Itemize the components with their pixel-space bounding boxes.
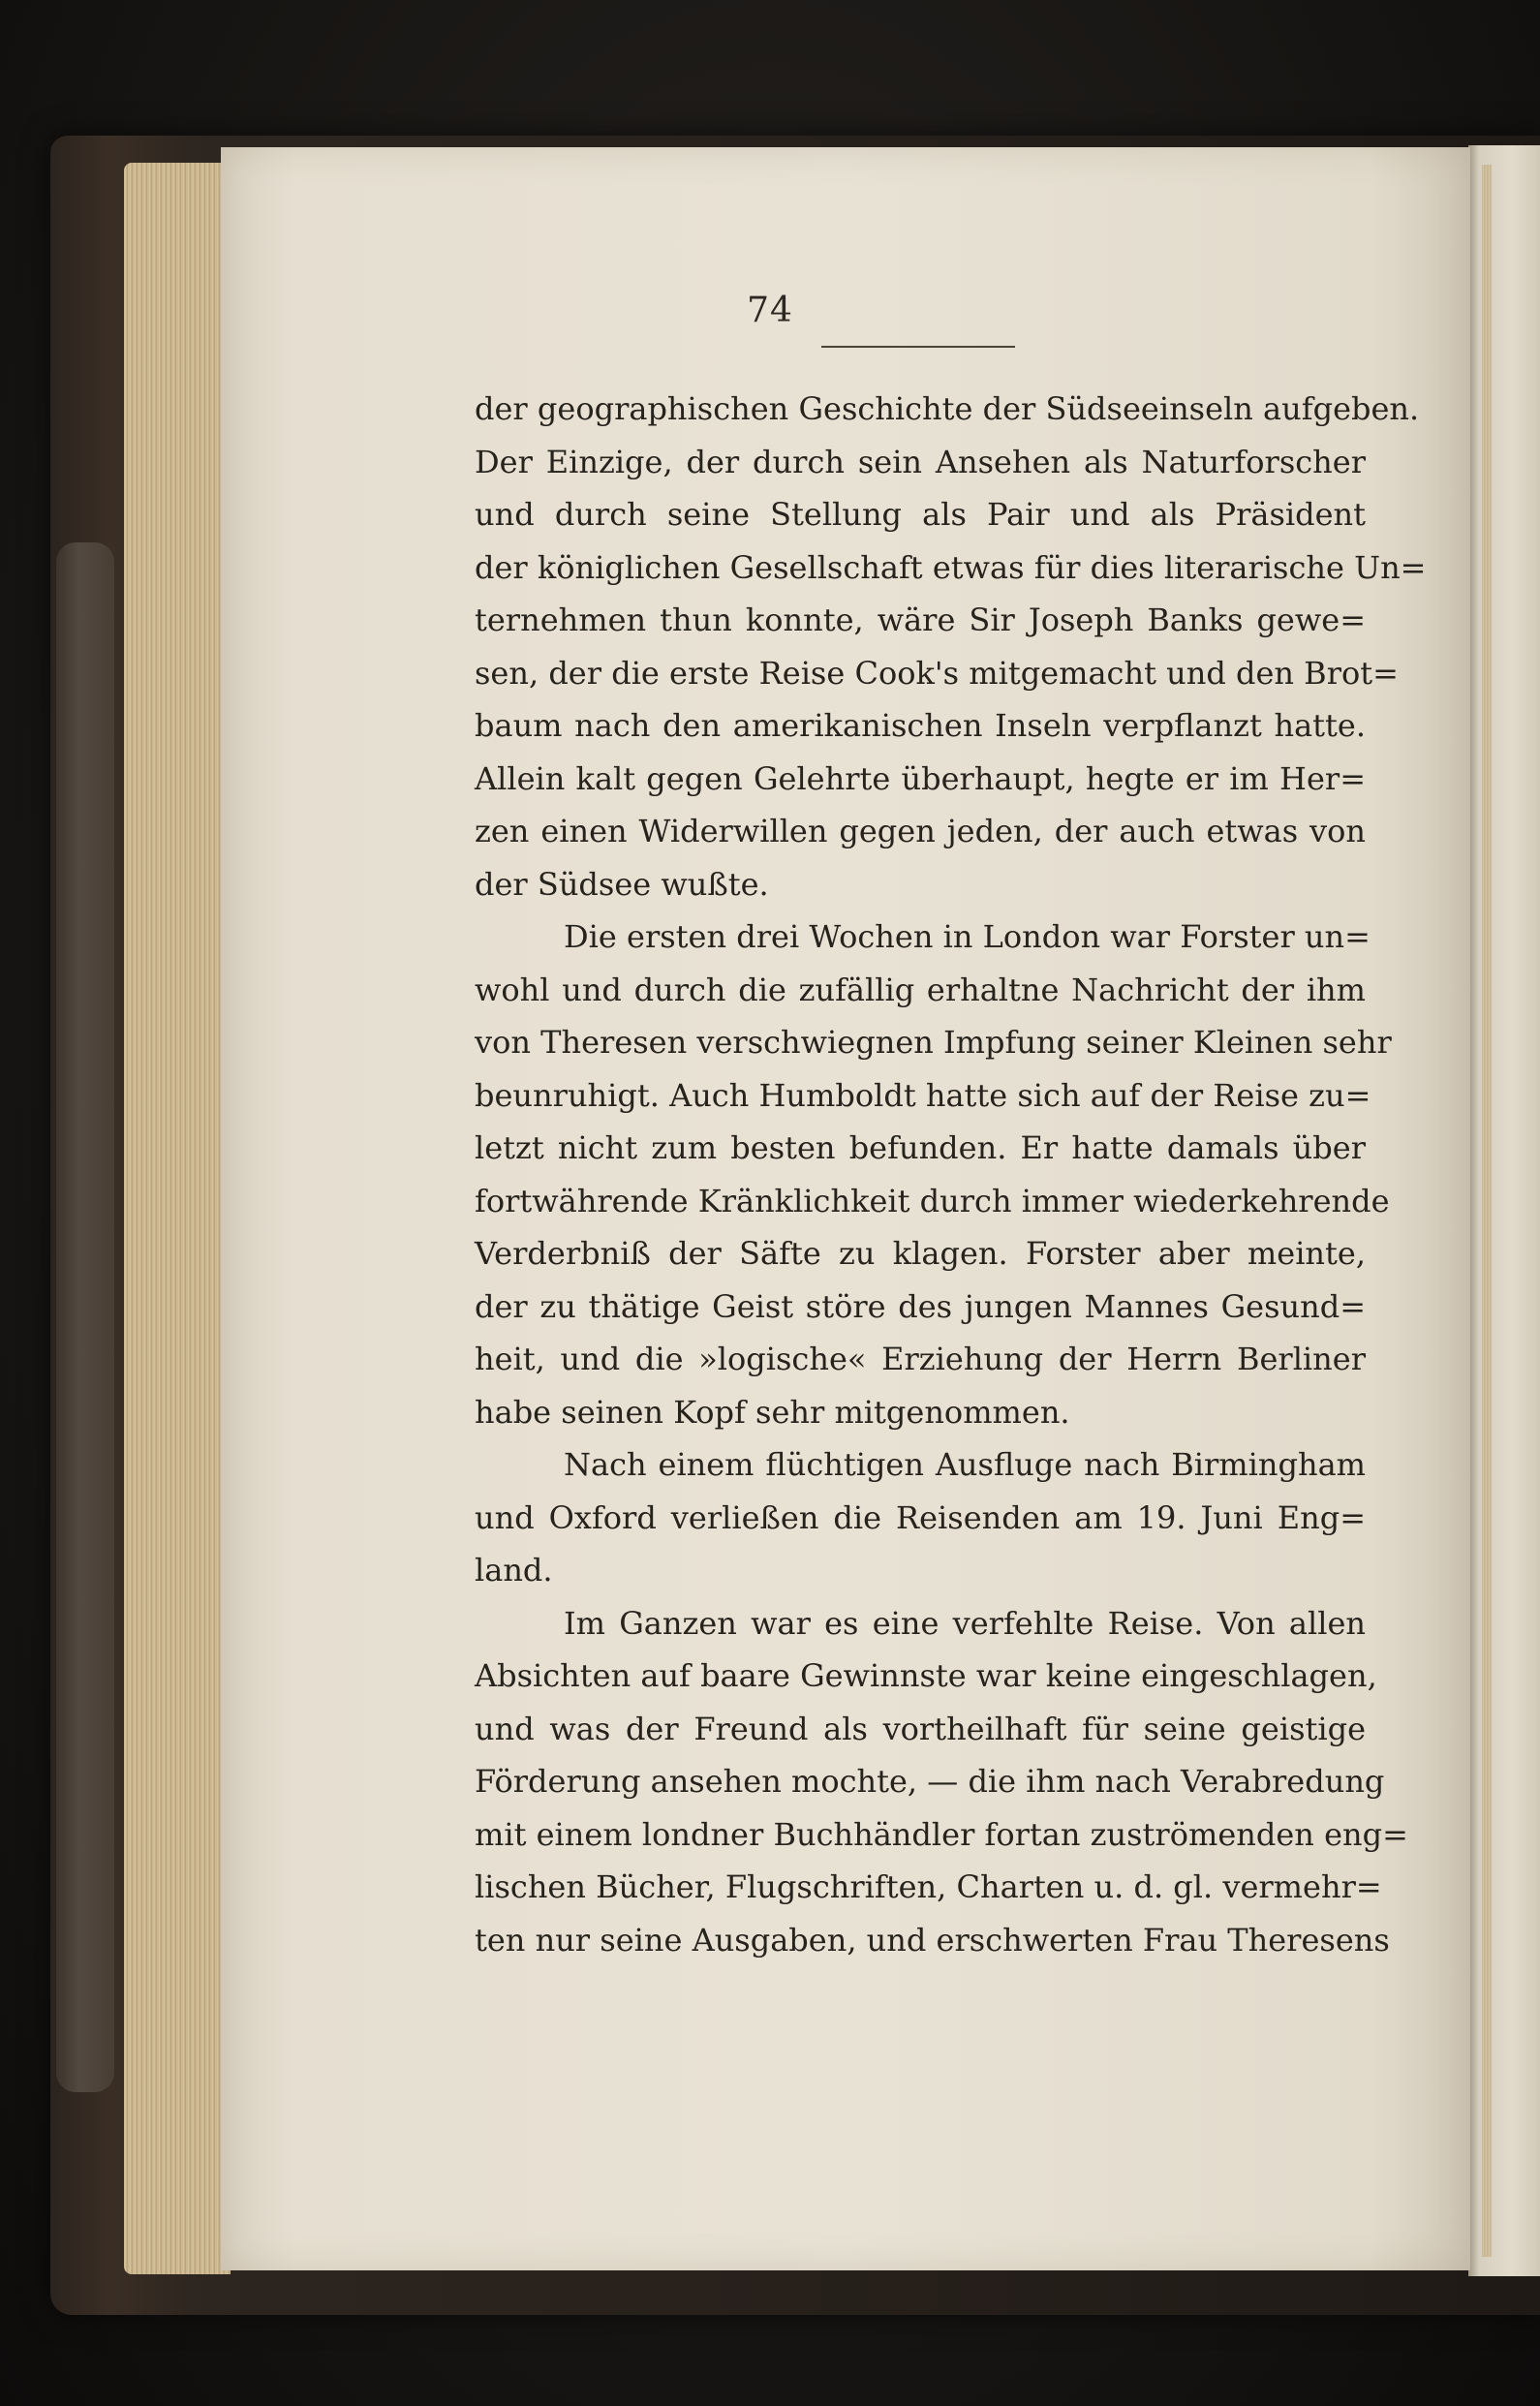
page-number: 74	[747, 291, 793, 330]
text-line: fortwährende Kränklichkeit durch immer wiederkehrende	[475, 1182, 1390, 1219]
text-line: baum nach den amerikanischen Inseln verpflanzt hatte.	[475, 707, 1366, 744]
text-line: sen, der die erste Reise Cook's mitgemacht und den Brot=	[475, 654, 1399, 692]
text-line: der königlichen Gesellschaft etwas für dies literarische Un=	[475, 548, 1427, 586]
text-line: wohl und durch die zufällig erhaltne Nachricht der ihm	[475, 971, 1366, 1008]
text-line: ten nur seine Ausgaben, und erschwerten Frau Theresens	[475, 1921, 1390, 1959]
text-line: und Oxford verließen die Reisenden am 19. Juni Eng=	[475, 1498, 1366, 1536]
text-line: mit einem londner Buchhändler fortan zuströmenden eng=	[475, 1815, 1408, 1853]
cover-wear	[56, 542, 114, 2092]
text-line: habe seinen Kopf sehr mitgenommen.	[475, 1393, 1070, 1431]
page-stack-edges	[124, 163, 231, 2274]
text-line: Der Einzige, der durch sein Ansehen als Naturforscher	[475, 443, 1366, 480]
text-line: letzt nicht zum besten befunden. Er hatte damals über	[475, 1129, 1366, 1166]
text-line: Allein kalt gegen Gelehrte überhaupt, hegte er im Her=	[475, 759, 1366, 797]
text-line: Nach einem flüchtigen Ausfluge nach Birmingham	[564, 1446, 1366, 1483]
text-line: Im Ganzen war es eine verfehlte Reise. Von allen	[564, 1604, 1366, 1642]
text-line: Verderbniß der Säfte zu klagen. Forster aber meinte,	[475, 1235, 1366, 1272]
text-line: Die ersten drei Wochen in London war Forster un=	[564, 918, 1371, 955]
text-line: von Theresen verschwiegnen Impfung seiner Kleinen sehr	[475, 1024, 1392, 1061]
text-line: ternehmen thun konnte, wäre Sir Joseph Banks gewe=	[475, 602, 1366, 638]
text-line: lischen Bücher, Flugschriften, Charten u. d. gl. vermehr=	[475, 1868, 1382, 1905]
text-line: der Südsee wußte.	[475, 865, 769, 903]
text-line: und durch seine Stellung als Pair und als Präsident	[475, 496, 1366, 533]
text-line: der geographischen Geschichte der Südseeinseln aufgeben.	[475, 390, 1420, 427]
text-line: beunruhigt. Auch Humboldt hatte sich auf der Reise zu=	[475, 1076, 1371, 1114]
text-line: Förderung ansehen mochte, — die ihm nach Verabredung	[475, 1763, 1385, 1800]
facing-page-edge	[1468, 145, 1540, 2276]
page-number-rule	[821, 346, 1015, 348]
text-line: land.	[475, 1552, 553, 1589]
text-line: Absichten auf baare Gewinnste war keine eingeschlagen,	[475, 1657, 1377, 1694]
page-text	[475, 383, 1427, 1966]
text-line: und was der Freund als vortheilhaft für seine geistige	[475, 1710, 1366, 1747]
text-line: der zu thätige Geist störe des jungen Mannes Gesund=	[475, 1287, 1366, 1325]
facing-page-stack	[1482, 165, 1492, 2257]
text-line: heit, und die »logische« Erziehung der Herrn Berliner	[475, 1341, 1366, 1377]
text-line: zen einen Widerwillen gegen jeden, der auch etwas von	[475, 813, 1366, 849]
